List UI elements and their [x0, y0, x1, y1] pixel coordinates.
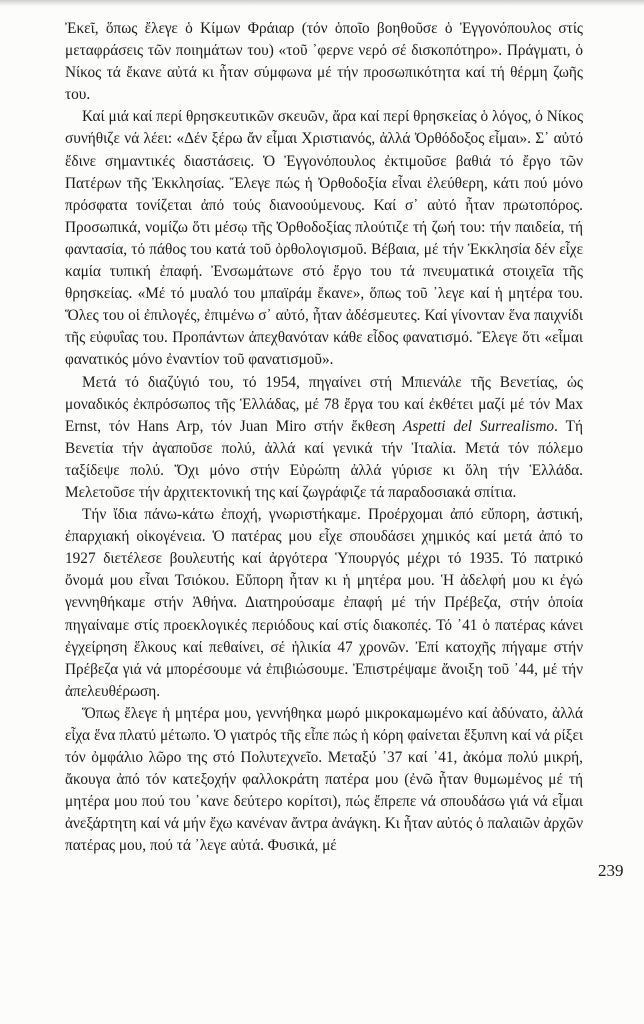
text-run: Τήν ἴδια πάνω-κάτω ἐποχή, γνωριστήκαμε. Προέρχομαι ἀπό εὔπορη, ἀστική, ἐπαρχιακή οἰκογένεια. Ὁ πατέρας μου εἶχε σπουδάσει χημικός καί μετά ἀπό το 1927 διετέλεσε βουλευτής καί ἀργότερα Ὑπουργός μέχρι τό 1935. Τό πατρικό ὄνομά μου εἶναι Τσιόκου. Εὔπορη ἦταν κι ἡ μητέρα μου. Ἡ ἀδελφή μου κι ἐγώ γεννηθήκαμε στήν Ἀθήνα. Διατηρούσαμε ἐπαφή μέ τήν Πρέβεζα, στήν ὁποία πηγαίναμε στίς προεκλογικές περιόδους καί στίς διακοπές. Τό ᾽41 ὁ πατέρας κάνει ἐγχείρηση ἕλκους καί πεθαίνει, σέ ἡλικία 47 χρονῶν. Ἐπί κατοχῆς πήγαμε στήν Πρέβεζα γιά νά μπορέσουμε νά ἐπιβιώσουμε. Ἐπιστρέψαμε ἄνοιξη τοῦ ᾽44, μέ τήν ἀπελευθέρωση. [65, 506, 583, 700]
text-run: Καί μιά καί περί θρησκευτικῶν σκευῶν, ἄρα καί περί θρησκείας ὁ λόγος, ὁ Νίκος συνήθιζε νά λέει: «Δέν ξέρω ἄν εἶμαι Χριστιανός, ἀλλά Ὀρθόδοξος εἶμαι». Σ᾽ αὐτό ἔδινε σημαντικές διαστάσεις. Ὁ Ἐγγονόπουλος ἐκτιμοῦσε βαθιά τό ἔργο τῶν Πατέρων τῆς Ἐκκλησίας. Ἔλεγε πώς ἡ Ὀρθοδοξία εἶναι ἐλεύθερη, κάτι πού μόνο πρόσφατα τονίζεται ἀπό τούς διανοούμενους. Καί σ᾽ αὐτό ἦταν πρωτοπόρος. Προσωπικά, νομίζω ὅτι μέσῳ τῆς Ὀρθοδοξίας πλούτιζε τή ζωή του: τήν παιδεία, τή φαντασία, τό πάθος του κατά τοῦ ὀρθολογισμοῦ. Βέβαια, μέ τήν Ἐκκλησία δέν εἶχε καμία τυπική ἐπαφή. Ἐνσωμάτωνε στό ἔργο του τά πνευματικά στοιχεῖα τῆς θρησκείας. «Μέ τό μυαλό του μπαϊράμ ἔκανε», ὅπως τοῦ ᾽λεγε καί ἡ μητέρα του. Ὅλες του οἱ ἐπιλογές, ἐπιμένω σ᾽ αὐτό, ἦταν ἀδέσμευτες. Καί γίνονταν ἕνα παιχνίδι τῆς εὐφυΐας του. Προπάντων ἀπεχθανόταν κάθε εἶδος φανατισμό. Ἔλεγε ὅτι «εἶμαι φανατικός μόνο ἐναντίον τοῦ φανατισμοῦ». [65, 108, 583, 369]
paragraph-1 [65, 18, 583, 106]
page-number: 239 [598, 861, 624, 880]
italic-title: Aspetti del Surrealismo [403, 417, 555, 435]
paragraph-5 [65, 703, 583, 858]
body-text [65, 18, 583, 858]
text-run: . Τή Βενετία τήν ἀγαποῦσε πολύ, ἀλλά καί γενικά τήν Ἰταλία. Μετά τόν πόλεμο ταξίδεψε πολύ. Ὄχι μόνο στήν Εὐρώπη ἀλλά γύρισε κι ὅλη τήν Ἑλλάδα. Μελετοῦσε τήν ἀρχιτεκτονική της καί ζωγράφιζε τά παραδοσιακά σπίτια. [65, 417, 583, 501]
text-run: Ἐκεῖ, ὅπως ἔλεγε ὁ Κίμων Φράιαρ (τόν ὁποῖο βοηθοῦσε ὁ Ἐγγονόπουλος στίς μεταφράσεις τῶν ποιημάτων του) «τοῦ ᾽φερνε νερό σέ δισκοπότηρο». Πράγματι, ὁ Νίκος τά ἔκανε αὐτά κι ἦταν σύμφωνα μέ τήν προσωπικότητα καί τή θέρμη ζωῆς του. [65, 20, 583, 104]
paragraph-2 [65, 106, 583, 371]
text-run: Ὅπως ἔλεγε ἡ μητέρα μου, γεννήθηκα μωρό μικροκαμωμένο καί ἀδύνατο, ἀλλά εἶχα ἕνα πλατύ μέτωπο. Ὁ γιατρός τῆς εἶπε πώς ἡ κόρη φαίνεται ἔξυπνη καί νά ρίξει τόν ὀμφάλιο λῶρο της στό Πολυτεχνεῖο. Μεταξύ ᾽37 καί ᾽41, ἀκόμα πολύ μικρή, ἄκουγα ἀπό τόν κατεξοχήν φαλλοκράτη πατέρα μου (ἐνῶ ἦταν θυμωμένος μέ τή μητέρα μου πού του ᾽κανε δεύτερο κορίτσι), πώς ἔπρεπε νά σπουδάσω γιά νά εἶμαι ἀνεξάρτητη καί νά μήν ἔχω κανέναν ἄντρα ἀνάγκη. Κι ἦταν αὐτός ὁ παλαιῶν ἀρχῶν πατέρας μου, πού τά ᾽λεγε αὐτά. Φυσικά, μέ [65, 704, 583, 855]
text-run: Μετά τό διαζύγιό του, τό 1954, πηγαίνει στή Μπιενάλε τῆς Βενετίας, ὡς μοναδικός ἐκπρόσωπος τῆς Ἑλλάδας, μέ 78 ἔργα του καί ἐκθέτει μαζί μέ τόν Max Ernst, τόν Hans Arp, τόν Juan Miro στήν ἔκθεση [65, 373, 583, 435]
paragraph-3 [65, 372, 583, 505]
page-top-edge-shadow [0, 0, 644, 6]
paragraph-4 [65, 504, 583, 703]
